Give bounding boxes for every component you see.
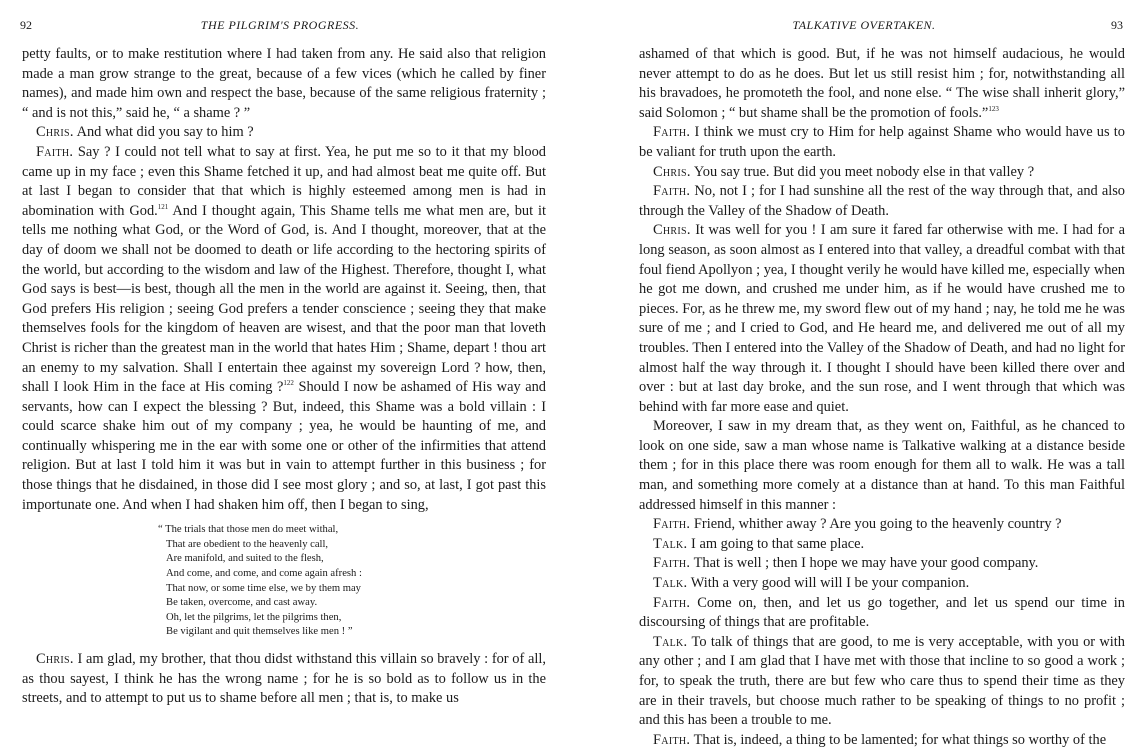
paragraph-text: I am going to that same place. (687, 535, 865, 552)
paragraph-text: That is, indeed, a thing to be lamented; for what things so worthy of the (690, 731, 1107, 748)
paragraph (639, 574, 1125, 594)
paragraph-text: Moreover, I saw in my dream that, as they went on, Faithful, as he chanced to look on one side, saw a man whose name is Talkative walking at a distance beside them ; for in this place there was room enough for them all to walk. He was a tall man, and something more comely at a distance than at hand. To this man Faithful addressed himself in this manner : (639, 418, 1125, 513)
verse-line: That are obedient to the heavenly call, (166, 538, 329, 550)
verse-line: Are manifold, and suited to the flesh, (166, 553, 324, 565)
verse-line: Be taken, overcome, and cast away. (166, 597, 318, 609)
left-running-title: THE PILGRIM'S PROGRESS. (200, 18, 360, 32)
right-running-head (583, 14, 1145, 34)
verse-line: Be vigilant and quit themselves like men ! ” (166, 626, 353, 638)
verse-line: Oh, let the pilgrims, let the pilgrims then, (166, 611, 342, 623)
paragraph (639, 731, 1125, 750)
footnote-ref: 123 (988, 104, 999, 113)
paragraph (639, 123, 1125, 162)
verse-line: “ The trials that those men do meet withal, (158, 524, 339, 536)
paragraph-text: I think we must cry to Him for help against Shame who would have us to be valiant for truth upon the earth. (639, 124, 1125, 160)
footnote-ref: 121 (157, 202, 169, 211)
paragraph (22, 650, 546, 709)
paragraph-text: petty faults, or to make restitution where I had taken from any. He said also that religion made a man grow strange to the great, because of a few vices (which he called by finer names), and made him own and respect the base, because of the same religious fraternity ; “ and is not this,” said he, “ a shame ? ” (22, 46, 546, 121)
paragraph (639, 515, 1125, 535)
paragraph-text: You say true. But did you meet nobody else in that valley ? (690, 163, 1035, 180)
speaker-label: Talk. (653, 575, 688, 592)
verse-line: And come, and come, and come again afresh : (166, 568, 362, 580)
left-body-text (22, 45, 546, 709)
paragraph-text: Say ? I could not tell what to say at first. Yea, he put me so to it that my blood came up in my face ; even this Shame fetched it up, and had almost beat me quite off. But at last I began to consider that that which is highly esteemed among men is had in abomination with God. (22, 143, 546, 219)
speaker-label: Chris. (36, 124, 74, 141)
speaker-label: Talk. (653, 535, 688, 552)
paragraph (639, 45, 1125, 123)
right-page (583, 0, 1145, 748)
paragraph-text: And what did you say to him ? (73, 124, 254, 141)
speaker-label: Chris. (653, 163, 691, 180)
right-running-title: TALKATIVE OVERTAKEN. (792, 18, 936, 32)
verse-line: That now, or some time else, we by them may (166, 582, 361, 594)
paragraph (639, 633, 1125, 731)
left-running-head (0, 14, 560, 34)
paragraph (22, 143, 546, 515)
paragraph-text: Should I now be ashamed of His way and servants, how can I expect the blessing ? But, indeed, this Shame was a bold villain : I could scarce shake him out of my company ; yea, he would be haunting of me, and continually whispering me in the ear with some one or other of the infirmities that attend religion. But at last I told him it was but in vain to attempt further in this business ; for those things that he disdained, in those did I see most glory ; and so, at last, I got past this importunate one. And when I had shaken him off, then I began to sing, (22, 379, 546, 513)
paragraph (639, 554, 1125, 574)
paragraph-text: To talk of things that are good, to me is very acceptable, with you or with any other ; and I am glad that I have met with those that incline to so good a work ; for, to speak the truth, there are but few who care thus to spend their time as they are in their travels, but choose much rather to be speaking of things to no profit ; and this has been a trouble to me. (639, 633, 1125, 729)
speaker-label: Faith. (653, 183, 691, 200)
speaker-label: Faith. (653, 124, 691, 141)
paragraph-text: Friend, whither away ? Are you going to the heavenly country ? (690, 516, 1062, 533)
speaker-label: Faith. (36, 143, 74, 160)
paragraph-text: No, not I ; for I had sunshine all the rest of the way through that, and also through the Valley of the Shadow of Death. (639, 183, 1125, 219)
paragraph-text: It was well for you ! I am sure it fared far otherwise with me. I had for a long season, as soon almost as I entered into that valley, a dreadful combat with that foul fiend Apollyon ; yea, I thought verily he would have killed me, especially when he got me down, and crushed me under him, as if he would have crushed me to pieces. For, as he threw me, my sword flew out of my hand ; nay, he told me he was sure of me ; and I cried to God, and He heard me, and delivered me out of all my troubles. Then I entered into the Valley of the Shadow of Death, and had no light for almost half the way through it. I thought I should have been killed there over and over : but at last day broke, and the sun rose, and I went through that which was behind with far more ease and quiet. (639, 222, 1125, 415)
paragraph-text: And I thought again, This Shame tells me what men are, but it tells me nothing what God, or the Word of God, is. And I thought, moreover, that at the day of doom we shall not be doomed to death or life according to the hectoring spirits of the world, but according to the wisdom and law of the Highest. Therefore, thought I, what God says is best—is best, though all the men in the world are against it. Seeing, then, that God prefers His religion ; seeing God prefers a tender conscience ; seeing they that make themselves fools for the kingdom of heaven are wisest, and that the poor man that loveth Christ is richer than the greatest man in the world that hates Him ; Shame, depart ! thou art an enemy to my salvation. Shall I entertain thee against my sovereign Lord ? how, then, shall I look Him in the face at His coming ? (22, 202, 546, 396)
paragraph (639, 417, 1125, 515)
speaker-label: Faith. (653, 594, 691, 611)
paragraph-text: That is well ; then I hope we may have your good company. (690, 555, 1039, 572)
right-page-number: 93 (1111, 18, 1123, 32)
paragraph-text: Come on, then, and let us go together, and let us spend our time in discoursing of things that are profitable. (639, 594, 1125, 631)
speaker-label: Chris. (653, 222, 691, 239)
paragraph-text: I am glad, my brother, that thou didst withstand this villain so bravely : for of all, as thou sayest, I think he has the wrong name ; for he is so bold as to follow us in the streets, and to attempt to put us to shame before all men ; that is, to make us (22, 651, 546, 707)
speaker-label: Chris. (36, 651, 74, 667)
paragraph (639, 594, 1125, 633)
speaker-label: Faith. (653, 516, 691, 533)
paragraph (22, 45, 546, 123)
speaker-label: Talk. (653, 633, 688, 650)
paragraph-text: With a very good will will I be your companion. (687, 575, 970, 592)
left-page (0, 0, 560, 707)
paragraph (639, 182, 1125, 221)
speaker-label: Faith. (653, 731, 691, 748)
speaker-label: Faith. (653, 555, 691, 572)
paragraph (639, 221, 1125, 417)
footnote-ref: 122 (283, 379, 294, 388)
paragraph-text: ashamed of that which is good. But, if he was not himself audacious, he would never attempt to do as he does. But let us still resist him ; for, notwithstanding all his bravadoes, he promoteth the fool, and none else. “ The wise shall inherit glory,” said Solomon ; “ but shame shall be the promotion of fools.” (639, 46, 1125, 121)
left-page-number: 92 (20, 18, 32, 32)
verse-block (158, 523, 546, 640)
paragraph (639, 163, 1125, 183)
right-body-text (639, 45, 1125, 750)
paragraph (639, 535, 1125, 555)
paragraph (22, 123, 546, 143)
